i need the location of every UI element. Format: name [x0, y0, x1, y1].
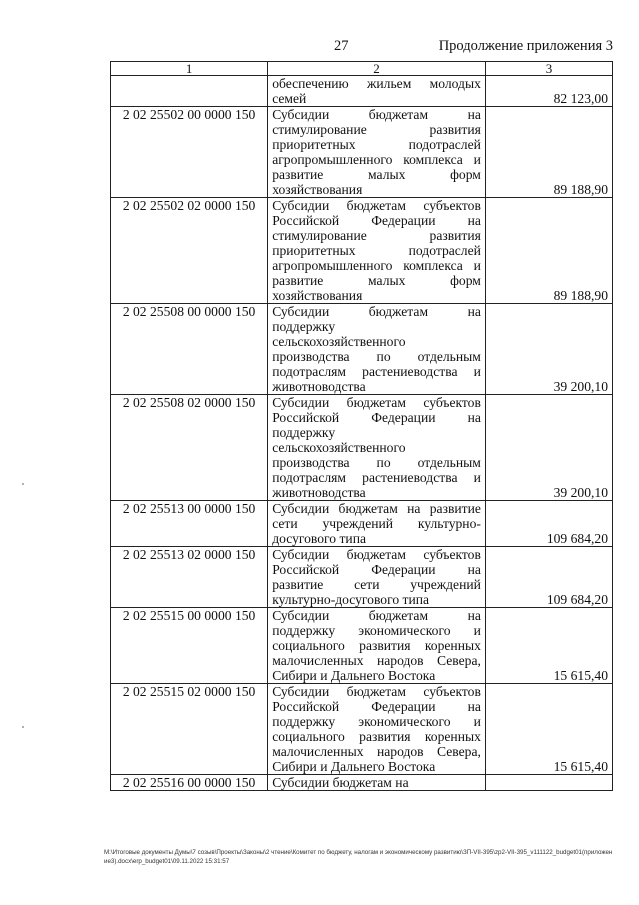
- income-name-line: животноводства: [272, 379, 366, 394]
- amount-cell: 109 684,20: [485, 547, 612, 608]
- table-row: [111, 608, 613, 684]
- table-row: [111, 395, 613, 501]
- income-name-line: малочисленных народов Севера,: [272, 744, 481, 759]
- budget-code-cell: 2 02 25508 02 0000 150: [111, 395, 268, 501]
- income-name-line: Субсидии бюджетам на развитие: [272, 501, 481, 516]
- income-name-line: обеспечению жильем молодых: [272, 76, 481, 91]
- income-name-line: Субсидии бюджетам субъектов: [272, 198, 481, 213]
- table-row: [111, 107, 613, 198]
- income-name-line: агропромышленного комплекса и: [272, 258, 481, 273]
- table-row: [111, 198, 613, 304]
- table-row: [111, 775, 613, 791]
- income-name-line: социального развития коренных: [272, 729, 481, 744]
- amount-cell: 82 123,00: [485, 76, 612, 107]
- income-name-line: стимулирование развития: [272, 122, 481, 137]
- income-name-cell: [268, 198, 486, 304]
- income-name-line: агропромышленного комплекса и: [272, 152, 481, 167]
- page-number: 27: [334, 38, 349, 54]
- budget-code-cell: 2 02 25508 00 0000 150: [111, 304, 268, 395]
- income-name-line: подотраслям растениеводства и: [272, 364, 481, 379]
- income-name-line: Субсидии бюджетам на: [272, 775, 409, 790]
- income-name-line: Субсидии бюджетам субъектов: [272, 395, 481, 410]
- budget-code-cell: 2 02 25513 02 0000 150: [111, 547, 268, 608]
- income-name-line: Российской Федерации на: [272, 562, 481, 577]
- income-name-line: социального развития коренных: [272, 638, 481, 653]
- income-name-line: Субсидии бюджетам субъектов: [272, 684, 481, 699]
- income-name-line: производства по отдельным: [272, 455, 481, 470]
- column-header-1: 1: [111, 62, 268, 76]
- column-header-2: 2: [268, 62, 486, 76]
- income-name-line: Субсидии бюджетам субъектов: [272, 547, 481, 562]
- income-name-line: развитие малых форм: [272, 273, 481, 288]
- income-name-cell: [268, 304, 486, 395]
- income-name-line: животноводства: [272, 485, 366, 500]
- income-name-line: Субсидии бюджетам на: [272, 304, 481, 319]
- amount-cell: [485, 775, 612, 791]
- income-name-cell: [268, 76, 486, 107]
- budget-table: [110, 61, 613, 791]
- income-name-line: приоритетных подотраслей: [272, 137, 481, 152]
- document-path-footer: M:\Итоговые документы Думы\7 созыв\Проекты\Законы\2 чтение\Комитет по бюджету, налогам и экономическому развитию\ЗП-VII-395\zp2-VII-395_v111122_budget01(приложение3).docx\erp_budget01\09.11.2022 15:31:57: [104, 849, 613, 865]
- budget-code-cell: 2 02 25516 00 0000 150: [111, 775, 268, 791]
- budget-code-cell: 2 02 25502 00 0000 150: [111, 107, 268, 198]
- income-name-cell: [268, 608, 486, 684]
- table-row: [111, 501, 613, 547]
- income-name-line: развитие сети учреждений: [272, 577, 481, 592]
- income-name-line: Сибири и Дальнего Востока: [272, 668, 436, 683]
- income-name-line: поддержку: [272, 425, 336, 440]
- amount-cell: 15 615,40: [485, 684, 612, 775]
- income-name-line: поддержку экономического и: [272, 623, 481, 638]
- scan-dot: [22, 483, 24, 485]
- income-name-cell: [268, 684, 486, 775]
- income-name-line: приоритетных подотраслей: [272, 243, 481, 258]
- amount-cell: 109 684,20: [485, 501, 612, 547]
- table-row: [111, 684, 613, 775]
- income-name-line: досугового типа: [272, 531, 367, 546]
- income-name-line: сельскохозяйственного: [272, 440, 406, 455]
- table-row: [111, 547, 613, 608]
- income-name-line: культурно-досугового типа: [272, 592, 430, 607]
- amount-cell: 39 200,10: [485, 395, 612, 501]
- table-row: [111, 76, 613, 107]
- column-header-3: 3: [485, 62, 612, 76]
- income-name-line: хозяйствования: [272, 288, 363, 303]
- amount-cell: 89 188,90: [485, 107, 612, 198]
- income-name-cell: [268, 395, 486, 501]
- income-name-line: семей: [272, 91, 307, 106]
- income-name-line: Российской Федерации на: [272, 213, 481, 228]
- income-name-line: производства по отдельным: [272, 349, 481, 364]
- income-name-line: стимулирование развития: [272, 228, 481, 243]
- income-name-line: подотраслям растениеводства и: [272, 470, 481, 485]
- continuation-label: Продолжение приложения 3: [438, 38, 613, 54]
- amount-cell: 39 200,10: [485, 304, 612, 395]
- income-name-line: Российской Федерации на: [272, 410, 481, 425]
- budget-code-cell: 2 02 25515 00 0000 150: [111, 608, 268, 684]
- budget-table-body: [111, 62, 613, 791]
- budget-code-cell: 2 02 25502 02 0000 150: [111, 198, 268, 304]
- income-name-line: поддержку: [272, 319, 336, 334]
- income-name-line: малочисленных народов Севера,: [272, 653, 481, 668]
- income-name-cell: [268, 775, 486, 791]
- budget-code-cell: 2 02 25515 02 0000 150: [111, 684, 268, 775]
- income-name-line: поддержку экономического и: [272, 714, 481, 729]
- scan-dot: [22, 726, 24, 728]
- income-name-cell: [268, 547, 486, 608]
- income-name-line: Российской Федерации на: [272, 699, 481, 714]
- income-name-line: Сибири и Дальнего Востока: [272, 759, 436, 774]
- table-header-row: [111, 62, 613, 76]
- amount-cell: 89 188,90: [485, 198, 612, 304]
- income-name-line: сети учреждений культурно-: [272, 516, 481, 531]
- income-name-cell: [268, 107, 486, 198]
- amount-cell: 15 615,40: [485, 608, 612, 684]
- budget-code-cell: [111, 76, 268, 107]
- budget-code-cell: 2 02 25513 00 0000 150: [111, 501, 268, 547]
- income-name-line: хозяйствования: [272, 182, 363, 197]
- income-name-line: Субсидии бюджетам на: [272, 608, 481, 623]
- income-name-cell: [268, 501, 486, 547]
- income-name-line: сельскохозяйственного: [272, 334, 406, 349]
- income-name-line: развитие малых форм: [272, 167, 481, 182]
- table-row: [111, 304, 613, 395]
- income-name-line: Субсидии бюджетам на: [272, 107, 481, 122]
